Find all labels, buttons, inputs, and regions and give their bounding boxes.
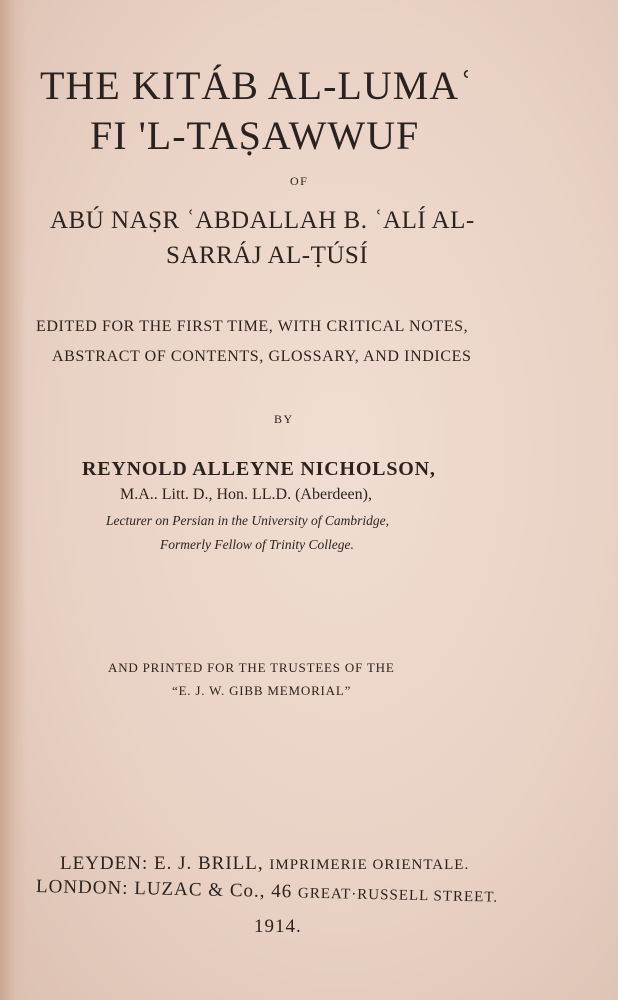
editor-degrees: M.A.. Litt. D., Hon. LL.D. (Aberdeen), — [120, 486, 372, 503]
edited-line-1: EDITED FOR THE FIRST TIME, WITH CRITICAL NOTES, — [36, 318, 469, 335]
title-line-1: THE KITÁB AL-LUMAʿ — [40, 63, 474, 108]
title-line-2: FI 'L-TAṢAWWUF — [90, 113, 420, 158]
printed-line-1: AND PRINTED FOR THE TRUSTEES OF THE — [108, 660, 395, 675]
editor-name: REYNOLD ALLEYNE NICHOLSON, — [82, 458, 436, 480]
of-label: OF — [290, 174, 309, 188]
publication-year: 1914. — [254, 916, 302, 937]
author-line-1: ABÚ NAṢR ʿABDALLAH B. ʿALÍ AL- — [50, 207, 475, 234]
editor-post-2: Formerly Fellow of Trinity College. — [160, 537, 354, 552]
edited-line-2: ABSTRACT OF CONTENTS, GLOSSARY, AND INDICES — [52, 348, 472, 365]
page-edge-shadow — [0, 0, 26, 1000]
by-label: BY — [274, 412, 294, 426]
london-lead: LONDON: LUZAC & Co., 46 — [35, 876, 293, 903]
london-rest: GREAT·RUSSELL STREET. — [297, 885, 499, 906]
publisher-london — [36, 876, 499, 908]
author-line-2: SARRÁJ AL-ṬÚSÍ — [166, 242, 369, 269]
leyden-rest: IMPRIMERIE ORIENTALE. — [269, 857, 470, 873]
publisher-leyden — [60, 853, 469, 875]
editor-post-1: Lecturer on Persian in the University of Cambridge, — [106, 513, 389, 528]
leyden-lead: LEYDEN: E. J. BRILL, — [60, 853, 264, 874]
printed-line-2: “E. J. W. GIBB MEMORIAL” — [172, 683, 352, 698]
